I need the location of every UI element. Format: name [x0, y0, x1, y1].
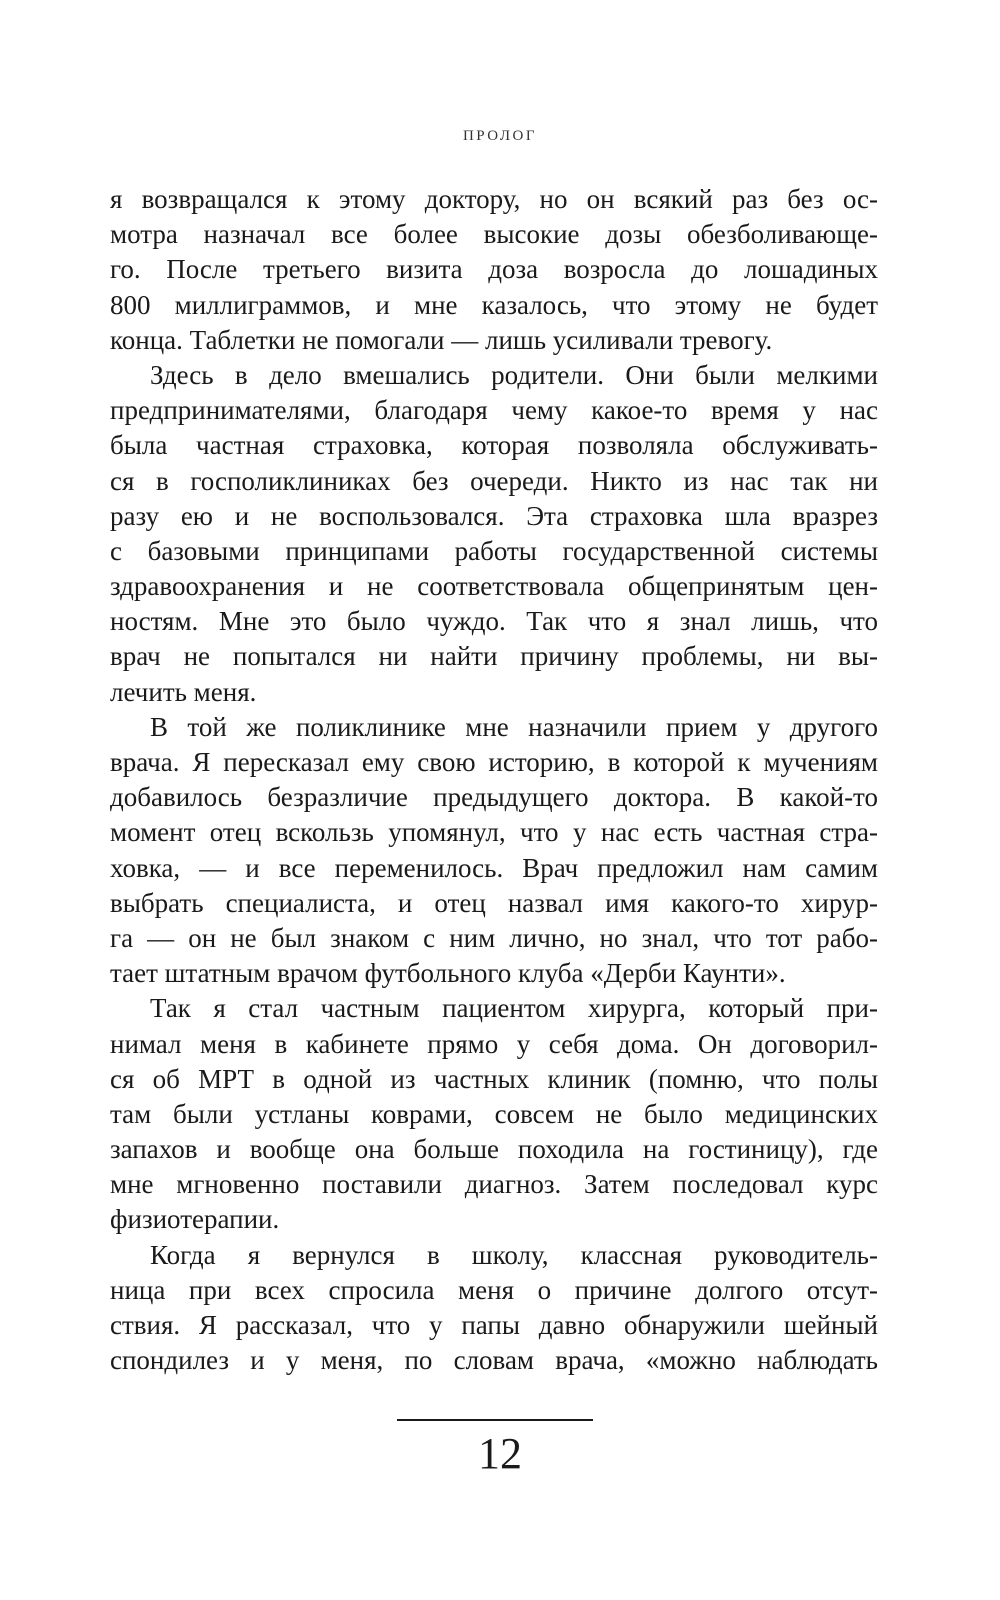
text-line: момент отец вскользь упомянул, что у нас есть частная стра-: [110, 817, 878, 848]
text-line: 800 миллиграммов, и мне казалось, что этому не будет: [110, 289, 878, 320]
text-line: В той же поликлинике мне назначили прием у другого: [150, 711, 878, 742]
text-line: добавилось безразличие предыдущего доктора. В какой-то: [110, 782, 878, 813]
text-line: ся в госполиклиниках без очереди. Никто из нас так ни: [110, 465, 878, 496]
text-line: ностям. Мне это было чуждо. Так что я знал лишь, что: [110, 606, 878, 637]
text-line: мотра назначал все более высокие дозы обезболивающе-: [110, 219, 878, 250]
text-line: го. После третьего визита доза возросла до лошадиных: [110, 254, 878, 285]
text-line: ся об МРТ в одной из частных клиник (помню, что полы: [110, 1063, 878, 1094]
text-line: конца. Таблетки не помогали — лишь усиливали тревогу.: [110, 324, 773, 355]
text-line: физиотерапии.: [110, 1204, 280, 1235]
running-head: ПРОЛОГ: [462, 128, 538, 144]
text-line: здравоохранения и не соответствовала общепринятым цен-: [110, 571, 878, 602]
text-line: спондилез и у меня, по словам врача, «можно наблюдать: [110, 1345, 878, 1376]
text-line: мне мгновенно поставили диагноз. Затем последовал курс: [110, 1169, 878, 1200]
page-number: 12: [478, 1429, 522, 1478]
text-line: выбрать специалиста, и отец назвал имя какого-то хирур-: [110, 887, 878, 918]
body-text: [110, 182, 878, 1378]
text-line: тает штатным врачом футбольного клуба «Дерби Каунти».: [110, 958, 786, 989]
text-line: я возвращался к этому доктору, но он всякий раз без ос-: [110, 184, 878, 214]
text-line: ствия. Я рассказал, что у папы давно обнаружили шейный: [110, 1310, 878, 1340]
text-line: Когда я вернулся в школу, классная руководитель-: [150, 1239, 878, 1270]
text-line: там были устланы коврами, совсем не было медицинских: [110, 1098, 878, 1129]
text-line: нимал меня в кабинете прямо у себя дома. Он договорил-: [110, 1028, 878, 1059]
text-line: разу ею и не воспользовался. Эта страховка шла вразрез: [110, 500, 878, 531]
text-line: Так я стал частным пациентом хирурга, который при-: [150, 993, 878, 1024]
text-line: ховка, — и все переменилось. Врач предложил нам самим: [110, 852, 878, 883]
text-line: лечить меня.: [110, 676, 257, 707]
text-line: врач не попытался ни найти причину проблемы, ни вы-: [110, 641, 878, 672]
text-line: Здесь в дело вмешались родители. Они были мелкими: [150, 359, 878, 390]
text-line: врача. Я пересказал ему свою историю, в которой к мучениям: [110, 747, 878, 777]
text-line: предпринимателями, благодаря чему какое-то время у нас: [110, 395, 878, 426]
text-line: запахов и вообще она больше походила на гостиницу), где: [110, 1134, 878, 1165]
text-line: ница при всех спросила меня о причине долгого отсут-: [110, 1274, 878, 1305]
text-line: была частная страховка, которая позволяла обслуживать-: [110, 430, 878, 461]
folio-rule: [397, 1419, 593, 1421]
text-line: га — он не был знаком с ним лично, но знал, что тот рабо-: [110, 922, 878, 953]
text-line: с базовыми принципами работы государственной системы: [110, 535, 878, 566]
